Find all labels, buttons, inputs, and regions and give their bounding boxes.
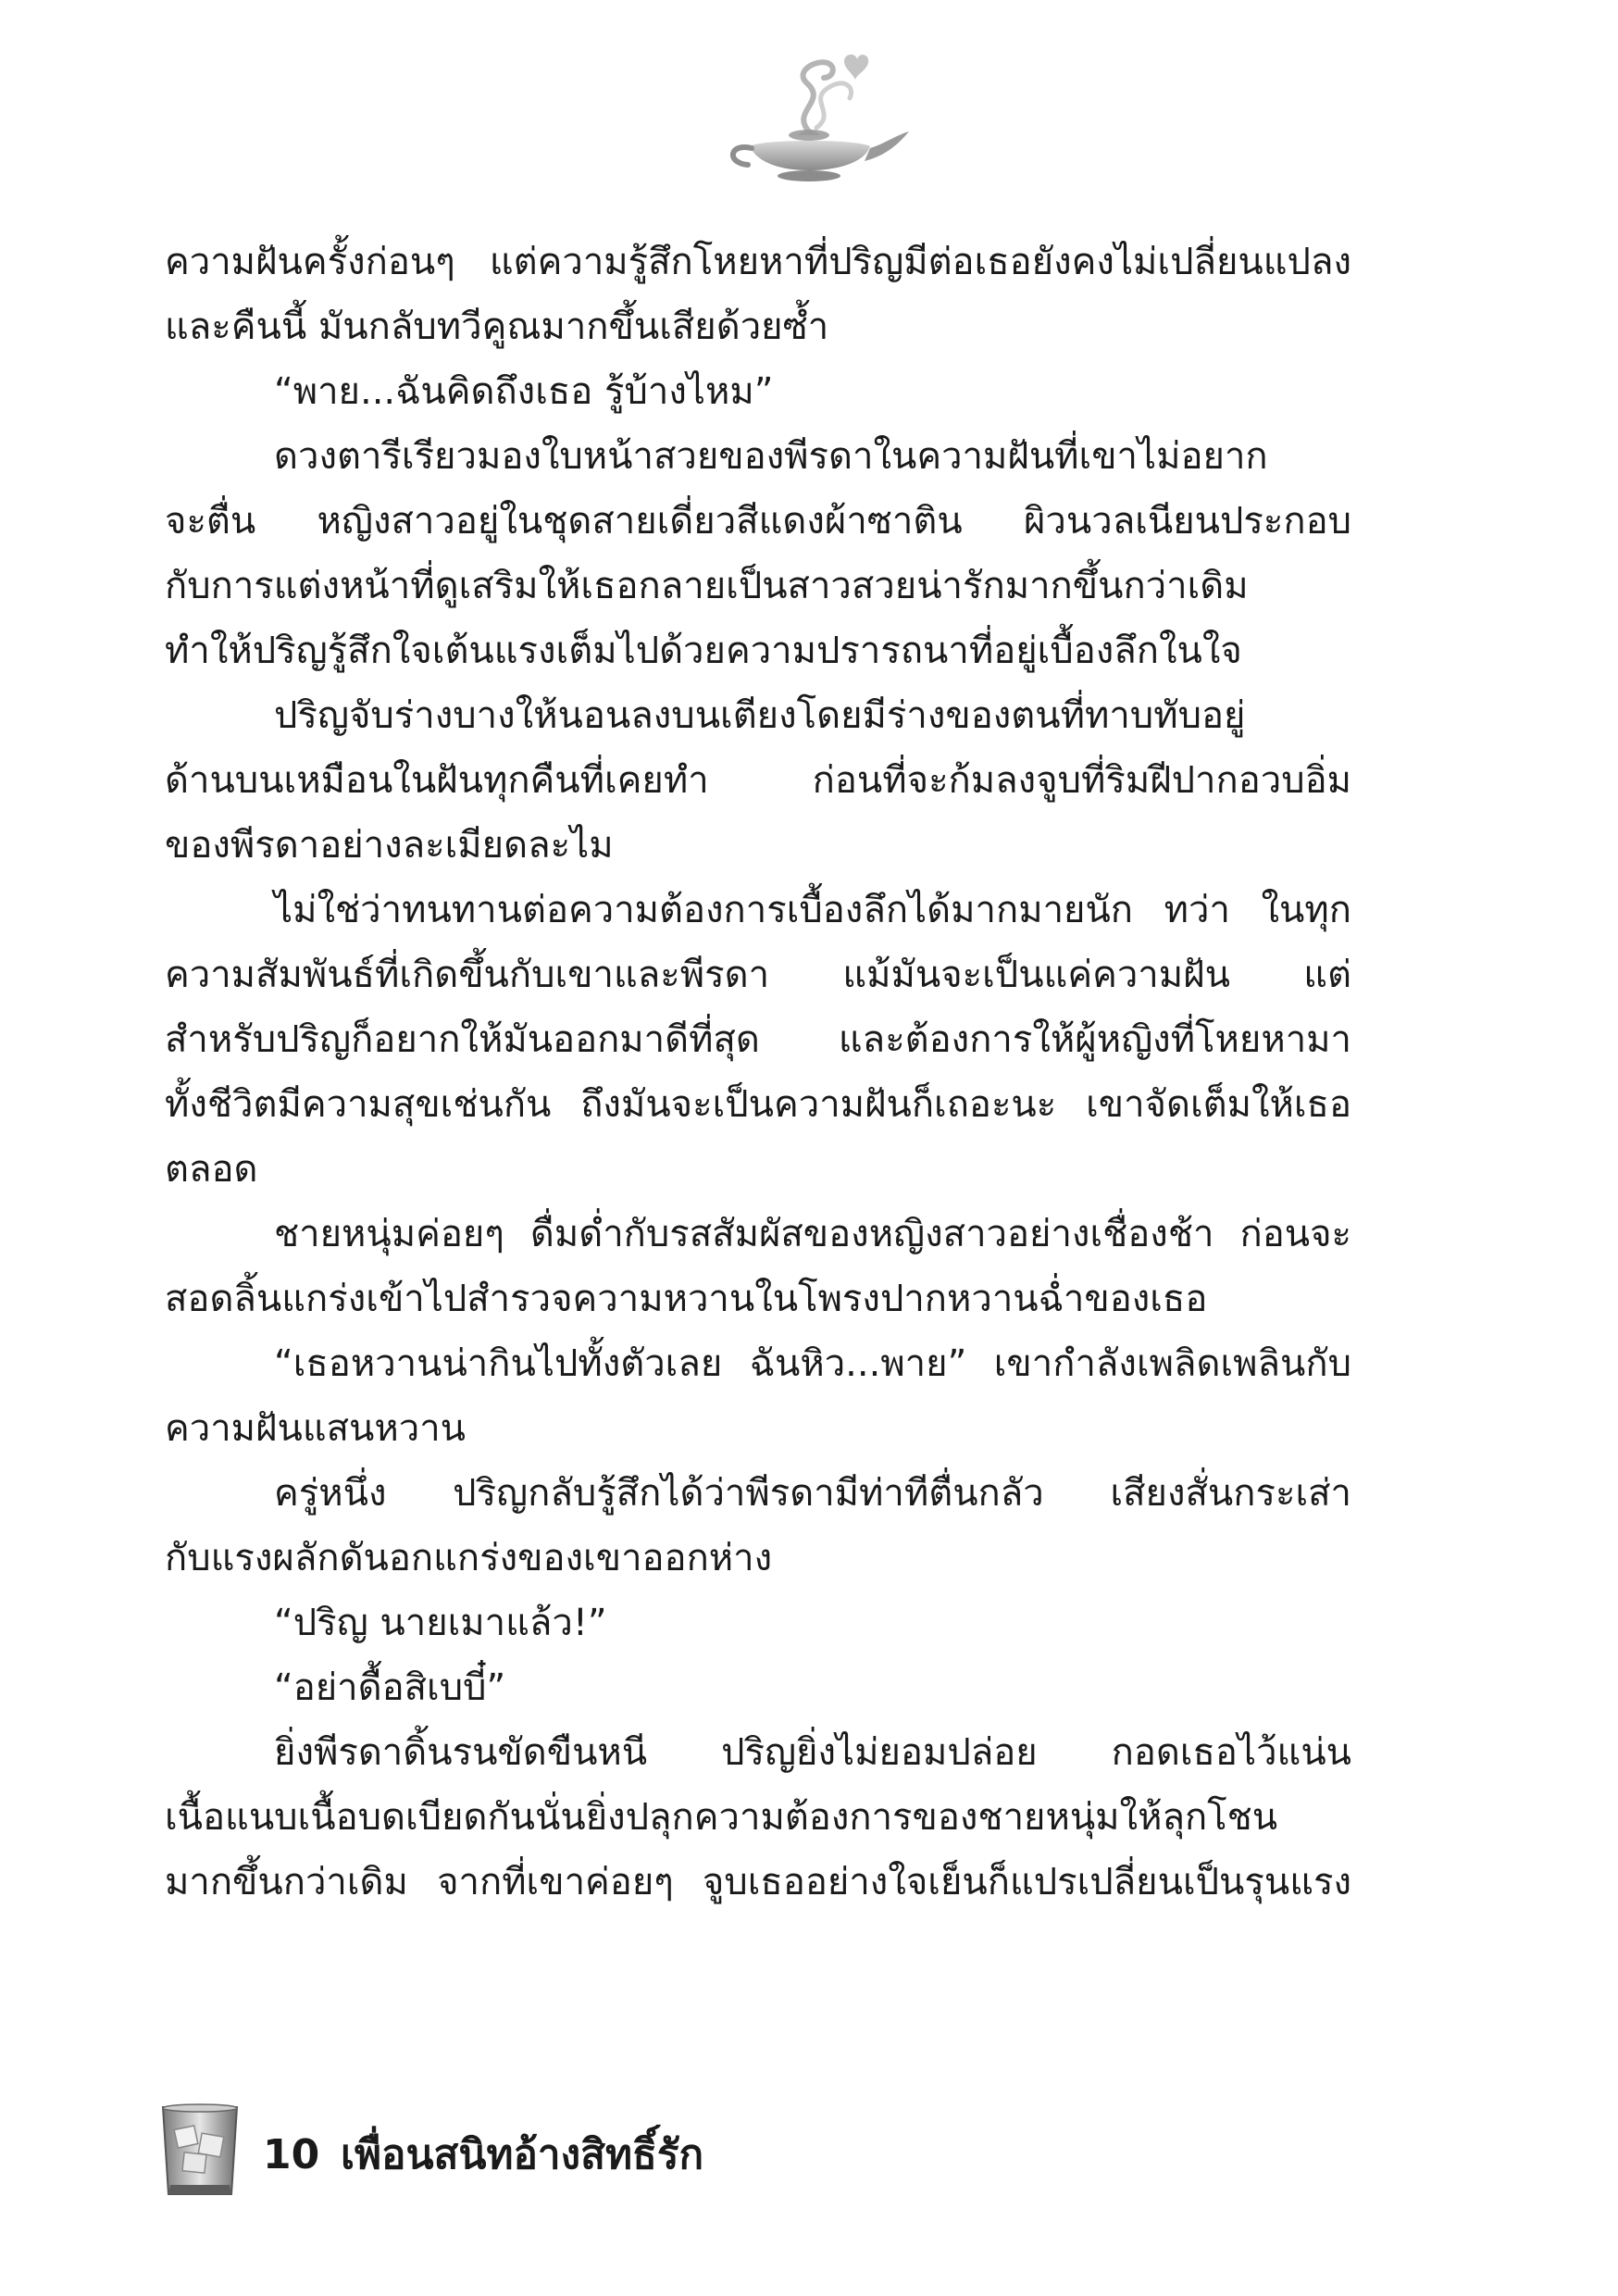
text-line: “อย่าดื้อสิเบบี๋” — [274, 1666, 506, 1709]
text-line: ทั้งชีวิตมีความสุขเช่นกัน ถึงมันจะเป็นความฝันก็เถอะนะ เขาจัดเต็มให้เธอ — [165, 1083, 1351, 1126]
text-line: ด้านบนเหมือนในฝันทุกคืนที่เคยทำ ก่อนที่จะก้มลงจูบที่ริมฝีปากอวบอิ่ม — [165, 759, 1351, 802]
text-line: เนื้อแนบเนื้อบดเบียดกันนั่นยิ่งปลุกความต้องการของชายหนุ่มให้ลุกโชน — [165, 1796, 1278, 1839]
text-line: ปริญจับร่างบางให้นอนลงบนเตียงโดยมีร่างของตนที่ทาบทับอยู่ — [274, 694, 1246, 737]
text-line: ไม่ใช่ว่าทนทานต่อความต้องการเบื้องลึกได้มากมายนัก ทว่า ในทุก — [274, 889, 1351, 931]
text-line: จะตื่น หญิงสาวอยู่ในชุดสายเดี่ยวสีแดงผ้าซาติน ผิวนวลเนียนประกอบ — [165, 500, 1351, 543]
text-line: “ปริญ นายเมาแล้ว!” — [274, 1602, 607, 1644]
whiskey-glass-icon — [156, 2100, 244, 2202]
text-line: ความฝันแสนหวาน — [165, 1407, 466, 1450]
book-title: เพื่อนสนิทอ้างสิทธิ์รัก — [341, 2131, 704, 2178]
text-line: ครู่หนึ่ง ปริญกลับรู้สึกได้ว่าพีรดามีท่าทีตื่นกลัว เสียงสั่นกระเส่า — [274, 1472, 1351, 1515]
text-line: และคืนนี้ มันกลับทวีคูณมากขึ้นเสียด้วยซ้ำ — [165, 306, 829, 348]
text-line: ทำให้ปริญรู้สึกใจเต้นแรงเต็มไปด้วยความปรารถนาที่อยู่เบื้องลึกในใจ — [165, 630, 1242, 672]
text-line: ชายหนุ่มค่อยๆ ดื่มด่ำกับรสสัมผัสของหญิงสาวอย่างเชื่องช้า ก่อนจะ — [274, 1213, 1351, 1255]
text-line: ตลอด — [165, 1148, 258, 1191]
text-line: กับแรงผลักดันอกแกร่งของเขาออกห่าง — [165, 1537, 773, 1579]
text-line: กับการแต่งหน้าที่ดูเสริมให้เธอกลายเป็นสาวสวยน่ารักมากขึ้นกว่าเดิม — [165, 565, 1249, 607]
text-line: “พาย...ฉันคิดถึงเธอ รู้บ้างไหม” — [274, 370, 774, 413]
text-line: ความสัมพันธ์ที่เกิดขึ้นกับเขาและพีรดา แม้มันจะเป็นแค่ความฝัน แต่ — [165, 954, 1351, 996]
text-line: ยิ่งพีรดาดิ้นรนขัดขืนหนี ปริญยิ่งไม่ยอมปล่อย กอดเธอไว้แน่น — [274, 1731, 1351, 1774]
chapter-body-text — [165, 230, 1351, 1915]
page-number: 10 — [263, 2131, 320, 2178]
text-line: สอดลิ้นแกร่งเข้าไปสำรวจความหวานในโพรงปากหวานฉ่ำของเธอ — [165, 1278, 1208, 1320]
text-line: ของพีรดาอย่างละเมียดละไม — [165, 824, 614, 867]
text-line: ดวงตารีเรียวมองใบหน้าสวยของพีรดาในความฝันที่เขาไม่อยาก — [274, 435, 1268, 478]
text-line: ความฝันครั้งก่อนๆ แต่ความรู้สึกโหยหาที่ปริญมีต่อเธอยังคงไม่เปลี่ยนแปลง — [165, 241, 1351, 283]
text-line: มากขึ้นกว่าเดิม จากที่เขาค่อยๆ จูบเธออย่างใจเย็นก็แปรเปลี่ยนเป็นรุนแรง — [165, 1861, 1351, 1903]
genie-lamp-ornament-icon — [698, 46, 920, 185]
text-line: “เธอหวานน่ากินไปทั้งตัวเลย ฉันหิว...พาย” เขากำลังเพลิดเพลินกับ — [274, 1342, 1351, 1385]
text-line: สำหรับปริญก็อยากให้มันออกมาดีที่สุด และต้องการให้ผู้หญิงที่โหยหามา — [165, 1018, 1351, 1061]
page-footer — [156, 2100, 1081, 2202]
